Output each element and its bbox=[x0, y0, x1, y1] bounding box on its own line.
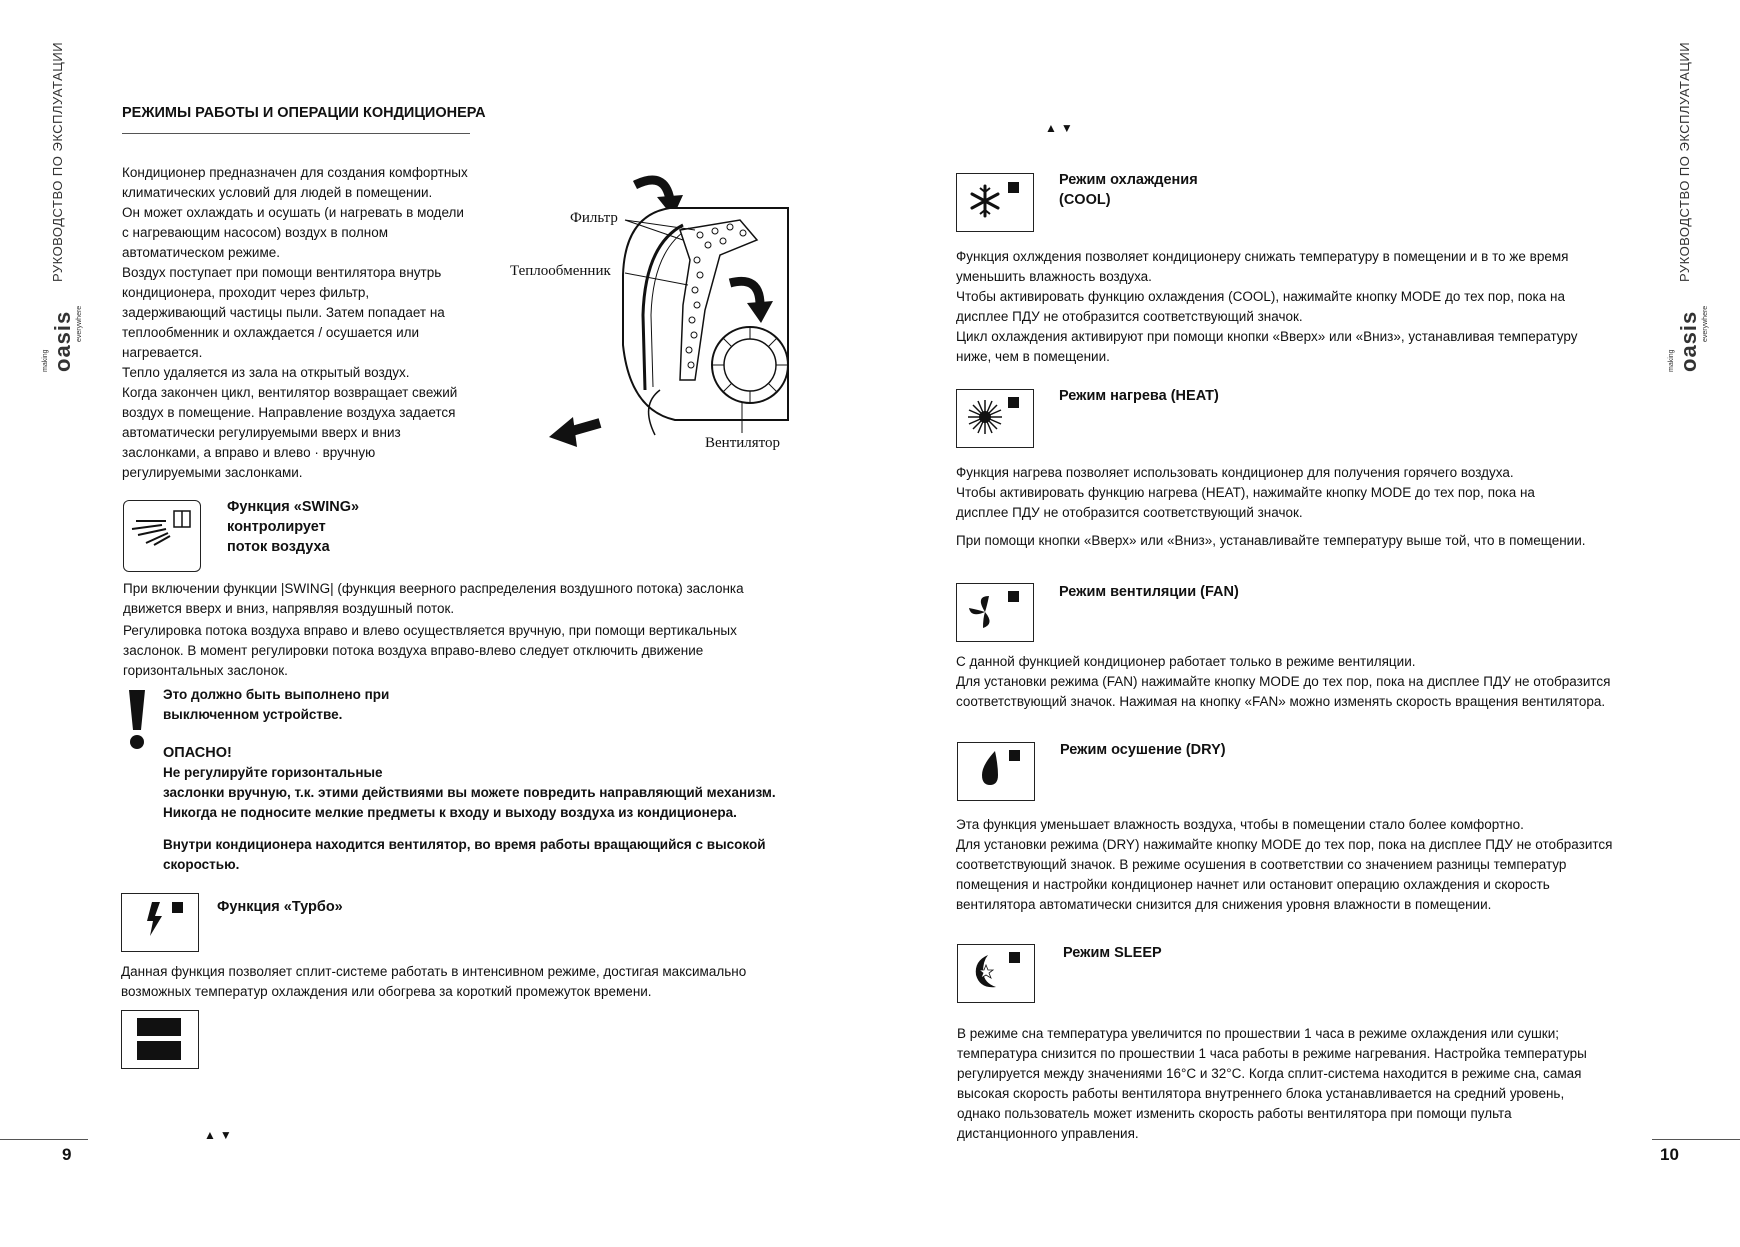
sleep-icon-box bbox=[957, 944, 1035, 1003]
sleep-line: температура снизится по прошествии 1 часа работы в режиме нагревания. Настройка температуры bbox=[957, 1046, 1587, 1061]
dry-line: помещения и настройки кондиционер начнет или остановит операцию охлаждения и скорость bbox=[956, 877, 1550, 892]
intro-line: автоматически регулируемыми вверх и вниз bbox=[122, 425, 401, 440]
dry-line: Для установки режима (DRY) нажимайте кнопку MODE до тех пор, пока на дисплее ПДУ не отобразится bbox=[956, 837, 1613, 852]
intro-line: заслонками, а вправо и влево · вручную bbox=[122, 445, 376, 460]
filter-label: Фильтр bbox=[570, 210, 618, 226]
turbo-line: возможных температур охлаждения или обогрева за короткий промежуток времени. bbox=[121, 984, 652, 999]
swing-title-line: контролирует bbox=[227, 519, 326, 535]
intro-line: Воздух поступает при помощи вентилятора внутрь bbox=[122, 265, 442, 280]
sleep-body bbox=[957, 1024, 1677, 1144]
cool-title bbox=[1059, 170, 1198, 210]
intro-line: нагревается. bbox=[122, 345, 203, 360]
swing-line: движется вверх и вниз, напрявляя воздушный поток. bbox=[123, 601, 455, 616]
heat-line: дисплее ПДУ не отобразится соответствующий значок. bbox=[956, 505, 1303, 520]
logo-small-text: making bbox=[1668, 349, 1675, 372]
intro-text bbox=[122, 163, 502, 483]
heat-body bbox=[956, 463, 1656, 551]
page-number-right: 10 bbox=[1660, 1145, 1679, 1164]
turbo-title: Функция «Турбо» bbox=[217, 899, 343, 915]
brand-logo-left bbox=[42, 306, 84, 372]
swing-icon-box bbox=[123, 500, 201, 572]
fan-title: Режим вентиляции (FAN) bbox=[1059, 584, 1239, 600]
fan-label: Вентилятор bbox=[705, 435, 781, 451]
snowflake-icon bbox=[957, 174, 1033, 231]
dry-line: вентилятора автоматически снизится для снижения уровня влажности в помещении. bbox=[956, 897, 1492, 912]
sleep-line: регулируется между значениями 16°С и 32°С. Когда сплит-система находится в режиме сна, самая bbox=[957, 1066, 1582, 1081]
cool-line: дисплее ПДУ не отобразится соответствующий значок. bbox=[956, 309, 1303, 324]
page-heading: РЕЖИМЫ РАБОТЫ И ОПЕРАЦИИ КОНДИЦИОНЕРА bbox=[122, 105, 486, 121]
dry-title: Режим осушение (DRY) bbox=[1060, 742, 1226, 758]
intro-line: автоматическом режиме. bbox=[122, 245, 281, 260]
danger-heading: ОПАСНО! bbox=[163, 745, 232, 761]
fan-icon-box bbox=[956, 583, 1034, 642]
logo-main-text: oasis bbox=[1676, 310, 1701, 372]
fan-line: Для установки режима (FAN) нажимайте кнопку MODE до тех пор, пока на дисплее ПДУ не отобразится bbox=[956, 674, 1611, 689]
sleep-line: дистанционного управления. bbox=[957, 1126, 1139, 1141]
ac-unit-diagram bbox=[505, 165, 805, 465]
dry-line: Эта функция уменьшает влажность воздуха, чтобы в помещении стало более комфортно. bbox=[956, 817, 1524, 832]
sleep-line: В режиме сна температура увеличится по прошествии 1 часа в режиме охлаждения или сушки; bbox=[957, 1026, 1560, 1041]
droplet-icon bbox=[958, 743, 1034, 800]
sleep-line: высокая скорость работы вентилятора внутреннего блока устанавливается на средний уровень, bbox=[957, 1086, 1565, 1101]
intro-line: с нагревающим насосом) воздух в полном bbox=[122, 225, 389, 240]
nav-arrows-left[interactable]: ▲▼ bbox=[204, 1128, 236, 1142]
turbo-body bbox=[121, 962, 821, 1002]
warning-text bbox=[163, 685, 803, 875]
exclamation-icon bbox=[127, 690, 147, 750]
lightning-icon bbox=[122, 894, 198, 951]
warning-line: Это должно быть выполнено при bbox=[163, 687, 390, 702]
sidebar-title-left: РУКОВОДСТВО ПО ЭКСПЛУАТАЦИИ bbox=[50, 41, 65, 282]
swing-line: При включении функции |SWING| (функция веерного распределения воздушного потока) заслонка bbox=[123, 581, 744, 596]
cool-line: Цикл охлаждения активируют при помощи кнопки «Вверх» или «Вниз», устанавливая температуру bbox=[956, 329, 1578, 344]
intro-line: Когда закончен цикл, вентилятор возвращает свежий bbox=[122, 385, 458, 400]
dry-icon-box bbox=[957, 742, 1035, 801]
swing-title bbox=[227, 497, 359, 557]
cool-line: Функция охлждения позволяет кондиционеру снижать температуру в помещении и в то же время bbox=[956, 249, 1569, 264]
cool-line: ниже, чем в помещении. bbox=[956, 349, 1110, 364]
intro-line: Кондиционер предназначен для создания комфортных bbox=[122, 165, 468, 180]
cool-icon-box bbox=[956, 173, 1034, 232]
moon-icon bbox=[958, 945, 1034, 1002]
logo-small-text: everywhere bbox=[76, 305, 83, 342]
fan-line: соответствующий значок. Нажимая на кнопку «FAN» можно изменять скорость вращения вентилятора. bbox=[956, 694, 1606, 709]
cool-title-line: (COOL) bbox=[1059, 192, 1111, 208]
heat-title: Режим нагрева (HEAT) bbox=[1059, 388, 1219, 404]
fan-line: С данной функцией кондиционер работает только в режиме вентиляции. bbox=[956, 654, 1416, 669]
intro-line: регулируемыми заслонками. bbox=[122, 465, 303, 480]
logo-main-text: oasis bbox=[50, 310, 75, 372]
brand-logo-right bbox=[1668, 306, 1710, 372]
swing-title-line: поток воздуха bbox=[227, 539, 330, 555]
intro-line: задерживающий частицы пыли. Затем попадает на bbox=[122, 305, 445, 320]
page-number-left: 9 bbox=[62, 1145, 72, 1164]
swing-icon bbox=[124, 501, 200, 571]
swing-body bbox=[123, 579, 823, 681]
fan-body bbox=[956, 652, 1676, 712]
nav-arrows-right[interactable]: ▲▼ bbox=[1045, 121, 1077, 135]
fan-warning-line: скоростью. bbox=[163, 857, 240, 872]
swing-title-line: Функция «SWING» bbox=[227, 499, 360, 515]
danger-line: Не регулируйте горизонтальные bbox=[163, 765, 383, 780]
heat-extra-line: При помощи кнопки «Вверх» или «Вниз», устанавливайте температуру выше той, что в помещении. bbox=[956, 533, 1586, 548]
turbo-icon-box bbox=[121, 893, 199, 952]
intro-line: кондиционера, проходит через фильтр, bbox=[122, 285, 370, 300]
intro-line: Тепло удаляется из зала на открытый воздух. bbox=[122, 365, 410, 380]
turbo-line: Данная функция позволяет сплит-системе работать в интенсивном режиме, достигая максимально bbox=[121, 964, 747, 979]
fan-icon bbox=[957, 584, 1033, 641]
intro-line: Он может охлаждать и осушать (и нагревать в модели bbox=[122, 205, 464, 220]
intro-line: теплообменник и охлаждается / осушается или bbox=[122, 325, 420, 340]
cool-line: Чтобы активировать функцию охлаждения (COOL), нажимайте кнопку MODE до тех пор, пока на bbox=[956, 289, 1565, 304]
footer-rule-right bbox=[1652, 1139, 1740, 1140]
logo-small-text: making bbox=[42, 349, 49, 372]
sun-icon bbox=[957, 390, 1033, 447]
danger-line: Никогда не подносите мелкие предметы к входу и выходу воздуха из кондиционера. bbox=[163, 805, 737, 820]
display-icon-box bbox=[121, 1010, 199, 1069]
danger-line: заслонки вручную, т.к. этими действиями вы можете повредить направляющий механизм. bbox=[163, 785, 776, 800]
fan-warning-line: Внутри кондиционера находится вентилятор, во время работы вращающийся с высокой bbox=[163, 837, 766, 852]
heat-line: Функция нагрева позволяет использовать кондиционер для получения горячего воздуха. bbox=[956, 465, 1514, 480]
sidebar-title-right: РУКОВОДСТВО ПО ЭКСПЛУАТАЦИИ bbox=[1677, 41, 1692, 282]
heat-line: Чтобы активировать функцию нагрева (HEAT), нажимайте кнопку MODE до тех пор, пока на bbox=[956, 485, 1535, 500]
display-blocks-icon bbox=[122, 1011, 198, 1068]
logo-small-text: everywhere bbox=[1702, 305, 1709, 342]
swing-line: горизонтальных заслонок. bbox=[123, 663, 288, 678]
heat-icon-box bbox=[956, 389, 1034, 448]
cool-title-line: Режим охлаждения bbox=[1059, 172, 1198, 188]
warning-line: выключенном устройстве. bbox=[163, 707, 343, 722]
dry-line: соответствующий значок. В режиме осушения в соответствии со значением разницы температур bbox=[956, 857, 1567, 872]
cool-line: уменьшить влажность воздуха. bbox=[956, 269, 1152, 284]
heading-underline bbox=[122, 133, 470, 134]
footer-rule-left bbox=[0, 1139, 88, 1140]
ac-unit-illustration bbox=[505, 165, 805, 465]
exchanger-label: Теплообменник bbox=[510, 263, 611, 279]
sleep-line: однако пользователь может изменить скорость работы вентилятора при помощи пульта bbox=[957, 1106, 1512, 1121]
intro-line: воздух в помещение. Направление воздуха задается bbox=[122, 405, 456, 420]
cool-body bbox=[956, 247, 1656, 367]
sleep-title: Режим SLEEP bbox=[1063, 945, 1162, 961]
swing-line: заслонок. В момент регулировки потока воздуха вправо-влево следует отключить движение bbox=[123, 643, 704, 658]
swing-line: Регулировка потока воздуха вправо и влево осуществляется вручную, при помощи вертикальных bbox=[123, 623, 737, 638]
intro-line: климатических условий для людей в помещении. bbox=[122, 185, 433, 200]
dry-body bbox=[956, 815, 1676, 915]
